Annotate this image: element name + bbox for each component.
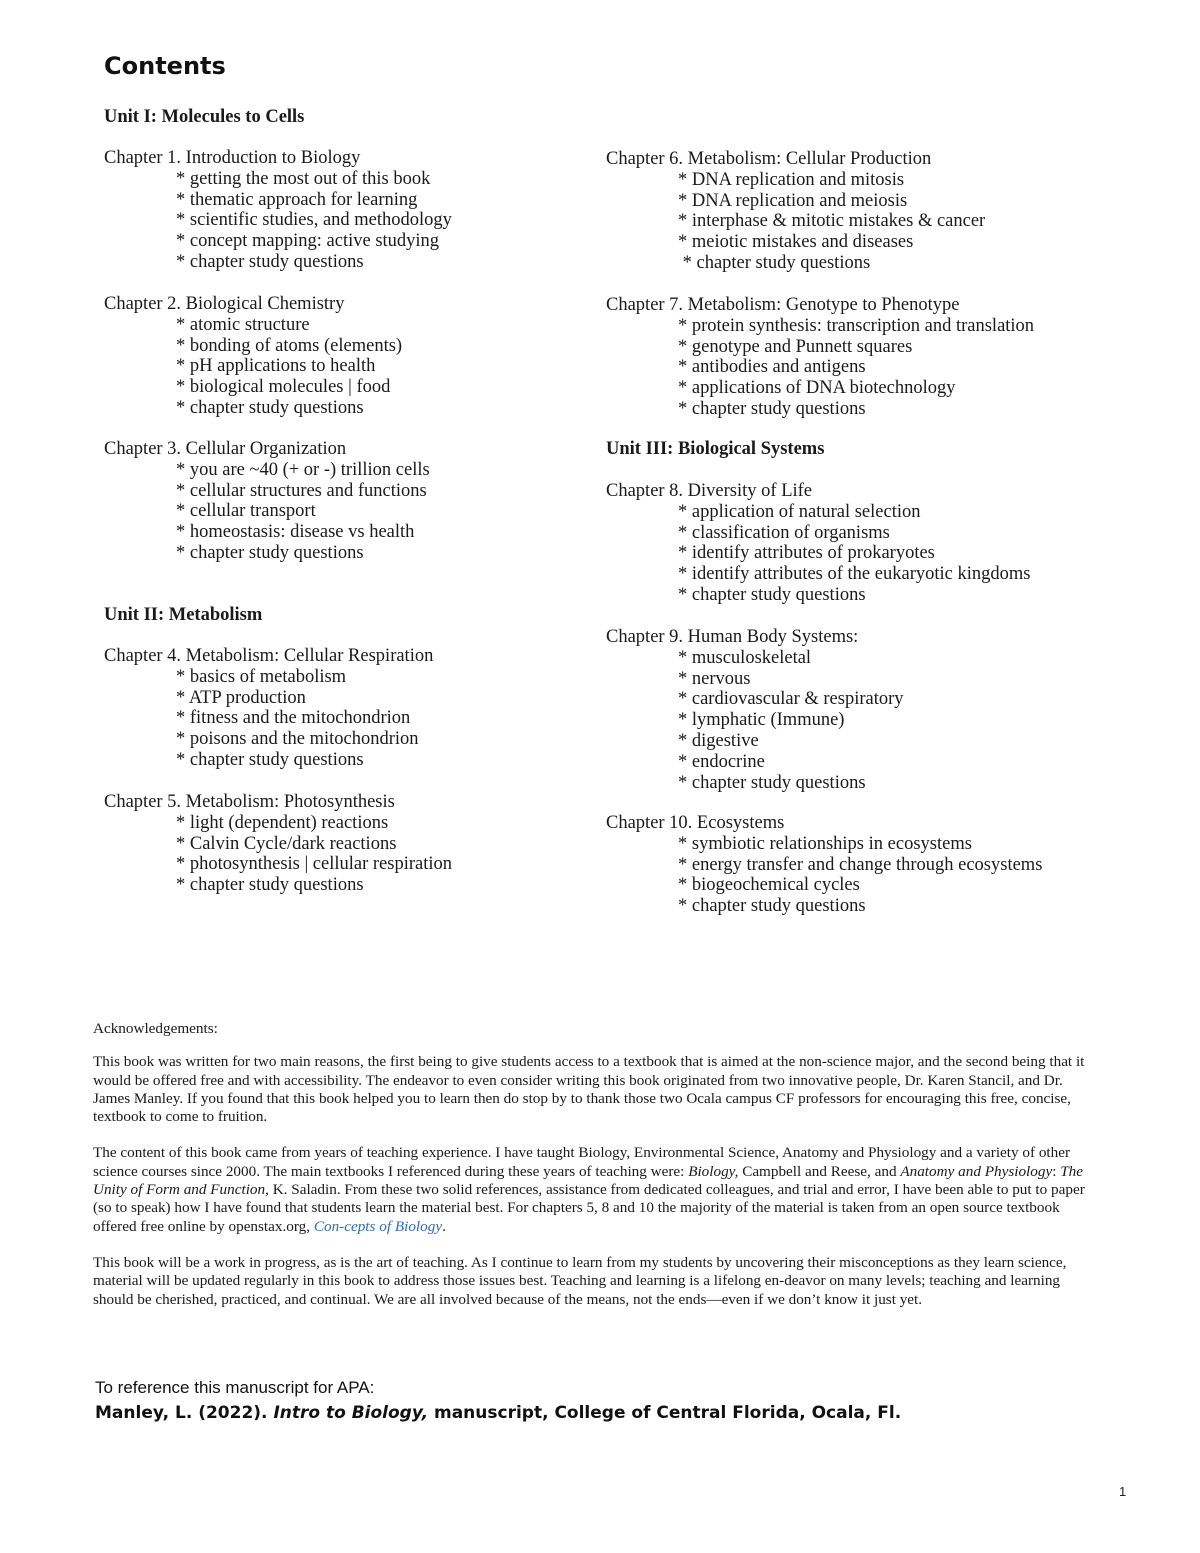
- chapter-topic: * chapter study questions: [678, 398, 866, 419]
- chapter-topic: * basics of metabolism: [176, 666, 347, 687]
- chapter-topic: * homeostasis: disease vs health: [176, 522, 415, 543]
- page-number: 1: [1119, 1484, 1127, 1499]
- chapter-topic: * identify attributes of the eukaryotic kingdoms: [678, 564, 1031, 585]
- chapter-topic: * meiotic mistakes and diseases: [678, 232, 914, 253]
- chapter-topic: * atomic structure: [176, 314, 310, 335]
- chapter-topic: * photosynthesis | cellular respiration: [176, 854, 453, 875]
- chapter-topic: * chapter study questions: [176, 397, 364, 418]
- chapter-topic: * cellular structures and functions: [176, 480, 427, 501]
- chapter-topic: * lymphatic (Immune): [678, 710, 845, 731]
- chapter-topic: * bonding of atoms (elements): [176, 335, 403, 356]
- chapter-topic: * applications of DNA biotechnology: [678, 378, 956, 399]
- reference-label: To reference this manuscript for APA:: [95, 1378, 375, 1397]
- chapter-topic: * DNA replication and meiosis: [678, 190, 908, 211]
- chapter-entry: [606, 627, 904, 793]
- book-title: Anatomy and Physiology: [900, 1162, 1053, 1180]
- chapter-topic: * you are ~40 (+ or -) trillion cells: [176, 459, 430, 480]
- chapter-topic: * Calvin Cycle/dark reactions: [176, 833, 397, 854]
- chapter-topic: * poisons and the mitochondrion: [176, 729, 419, 750]
- chapter-topic: * chapter study questions: [678, 896, 866, 917]
- chapter-topic: * getting the most out of this book: [176, 168, 431, 189]
- acknowledgements-heading: Acknowledgements:: [93, 1020, 218, 1037]
- chapter-entry: [104, 148, 452, 273]
- chapter-topic: * light (dependent) reactions: [176, 812, 389, 833]
- chapter-entry: [606, 295, 1034, 420]
- chapter-title: Chapter 2. Biological Chemistry: [104, 294, 345, 314]
- chapter-topic: * chapter study questions: [176, 875, 364, 896]
- chapter-topic: * scientific studies, and methodology: [176, 210, 452, 231]
- acknowledgements-section: [93, 1020, 1093, 1327]
- chapter-entry: [104, 792, 452, 896]
- chapter-entry: [104, 294, 402, 419]
- chapter-topic: * thematic approach for learning: [176, 189, 418, 210]
- reference-details: manuscript, College of Central Florida, Ocala, Fl.: [428, 1403, 902, 1423]
- chapter-topic: * genotype and Punnett squares: [678, 336, 913, 357]
- acknowledgements-paragraph: This book will be a work in progress, as is the art of teaching. As I continue to learn from my students by uncovering their misconceptions as they learn science, material will be updated regularly in this book to address those issues best. Teaching and learning is a lifelong en-deavor on many levels; teaching and learning should be cherished, practiced, and continual. We are all involved because of the means, not the ends—even if we don’t know it just yet.: [93, 1253, 1067, 1308]
- chapter-topic: * interphase & mitotic mistakes & cancer: [678, 211, 986, 232]
- paragraph-text: Campbell and Reese, and: [738, 1162, 901, 1180]
- chapter-entry: [104, 646, 433, 771]
- chapter-title: Chapter 7. Metabolism: Genotype to Phenotype: [606, 295, 960, 315]
- chapter-topic: * biogeochemical cycles: [678, 875, 860, 896]
- acknowledgements-paragraph: [93, 1144, 1093, 1235]
- chapter-topic: * digestive: [678, 730, 759, 751]
- chapter-topic: * energy transfer and change through ecosystems: [678, 854, 1043, 875]
- chapter-topic: * application of natural selection: [678, 501, 921, 522]
- chapter-topic: * chapter study questions: [176, 542, 364, 563]
- chapter-topic: * chapter study questions: [678, 584, 866, 605]
- chapter-topic: * symbiotic relationships in ecosystems: [678, 833, 972, 854]
- paragraph-text: , K. Saladin. From these two solid references, assistance from dedicated colleagues, and trial and error, I have been able to put to paper (so to speak) how I have found that students learn the material best. For chapters 5, 8 and 10 the majority of the material is taken from an open source textbook offered free online by openstax.org,: [93, 1181, 1085, 1235]
- chapter-topic: * chapter study questions: [678, 252, 871, 273]
- chapter-title: Chapter 3. Cellular Organization: [104, 439, 347, 459]
- chapter-title: Chapter 4. Metabolism: Cellular Respiration: [104, 646, 434, 666]
- chapter-topic: * chapter study questions: [678, 772, 866, 793]
- paragraph-text: The content of this book came from years of teaching experience. I have taught Biology, Environmental Science, Anatomy and Physiology and a variety of other science courses since 2000. The main textbooks I referenced during these years of teaching were:: [93, 1144, 1071, 1180]
- paragraph-text: :: [1052, 1162, 1061, 1180]
- book-subtitle: The Unity of Form and Function: [93, 1162, 1084, 1199]
- chapter-title: Chapter 5. Metabolism: Photosynthesis: [104, 792, 395, 812]
- chapter-topic: * protein synthesis: transcription and translation: [678, 315, 1035, 336]
- chapter-title: Chapter 8. Diversity of Life: [606, 481, 813, 501]
- chapter-topic: * DNA replication and mitosis: [678, 169, 905, 190]
- unit-heading: Unit II: Metabolism: [104, 605, 263, 625]
- chapter-topic: * pH applications to health: [176, 356, 376, 377]
- chapter-entry: [606, 481, 1030, 606]
- chapter-title: Chapter 10. Ecosystems: [606, 813, 785, 833]
- chapter-topic: * biological molecules | food: [176, 377, 391, 398]
- chapter-topic: * concept mapping: active studying: [176, 231, 440, 252]
- chapter-topic: * chapter study questions: [176, 251, 364, 272]
- chapter-title: Chapter 6. Metabolism: Cellular Production: [606, 149, 932, 169]
- chapter-topic: * nervous: [678, 668, 751, 689]
- chapter-topic: * cellular transport: [176, 501, 316, 522]
- chapter-entry: [104, 439, 430, 564]
- reference-author: Manley, L. (2022).: [95, 1403, 274, 1423]
- concepts-of-biology-link[interactable]: Con-cepts of Biology: [313, 1217, 443, 1235]
- unit-heading: Unit I: Molecules to Cells: [104, 107, 305, 127]
- chapter-topic: * chapter study questions: [176, 749, 364, 770]
- unit-heading: Unit III: Biological Systems: [606, 439, 825, 459]
- apa-reference: [95, 1403, 901, 1423]
- chapter-title: Chapter 9. Human Body Systems:: [606, 627, 859, 647]
- chapter-topic: * antibodies and antigens: [678, 357, 866, 378]
- chapter-topic: * identify attributes of prokaryotes: [678, 543, 935, 564]
- chapter-entry: [606, 813, 1042, 917]
- chapter-topic: * classification of organisms: [678, 522, 890, 543]
- chapter-topic: * musculoskeletal: [678, 647, 812, 668]
- chapter-topic: * ATP production: [176, 687, 306, 708]
- chapter-topic: * endocrine: [678, 751, 765, 772]
- chapter-topic: * fitness and the mitochondrion: [176, 708, 411, 729]
- book-title: Biology,: [688, 1162, 739, 1180]
- page-title: Contents: [104, 52, 226, 80]
- chapter-entry: [606, 149, 985, 274]
- paragraph-text: .: [442, 1217, 446, 1235]
- reference-work-title: Intro to Biology,: [273, 1403, 429, 1423]
- chapter-title: Chapter 1. Introduction to Biology: [104, 148, 361, 168]
- acknowledgements-paragraph: This book was written for two main reasons, the first being to give students access to a textbook that is aimed at the non-science major, and the second being that it would be offered free and with accessibility. The endeavor to even consider writing this book originated from two innovative people, Dr. Karen Stancil, and Dr. James Manley. If you found that this book helped you to learn then do stop by to thank those two Ocala campus CF professors for encouraging this free, concise, textbook to come to fruition.: [93, 1053, 1085, 1126]
- chapter-topic: * cardiovascular & respiratory: [678, 689, 904, 710]
